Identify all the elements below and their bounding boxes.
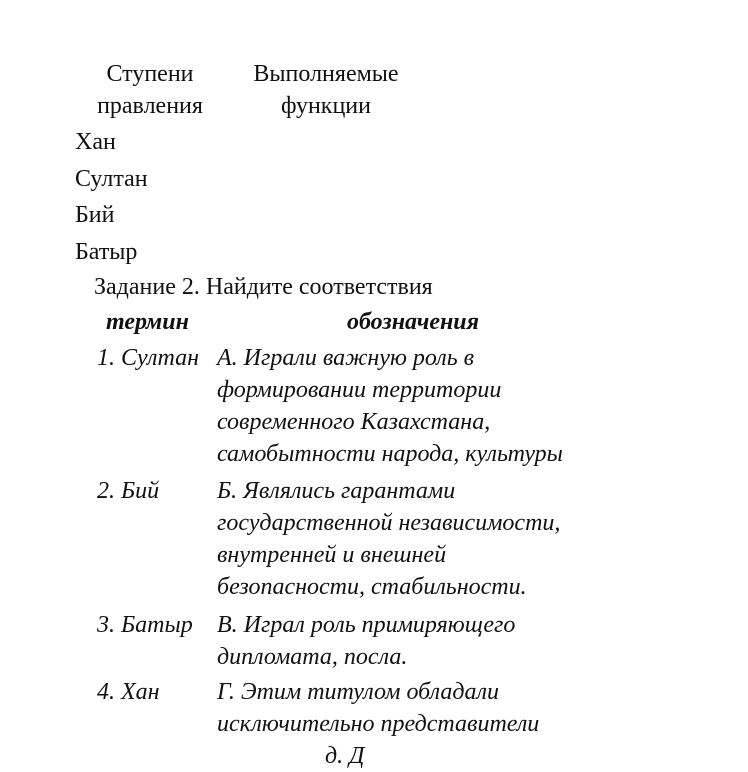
table1-header-functions	[240, 58, 412, 122]
task2-definition-a	[217, 342, 563, 470]
task2-definition-a-line: формировании территории	[217, 377, 502, 403]
table1-header-ranks	[86, 58, 214, 122]
table1-rank-batyr: Батыр	[75, 239, 138, 265]
task2-definition-b-line: государственной независимости,	[217, 510, 561, 536]
table1-header-functions-line1: Выполняемые	[253, 61, 399, 87]
table1-rank-khan: Хан	[75, 129, 116, 155]
task2-definition-g	[217, 676, 539, 772]
table1-rank-sultan: Султан	[75, 166, 148, 192]
task2-term-4: 4. Хан	[97, 679, 160, 705]
task2-definition-a-line: самобытности народа, культуры	[217, 441, 563, 467]
task2-definition-v-line: В. Играл роль примиряющего	[217, 612, 516, 638]
task2-column-definition: обозначения	[347, 309, 479, 335]
task2-term-1: 1. Султан	[97, 345, 200, 371]
task2-definition-g-line: исключительно представители	[217, 711, 540, 737]
table1-header-ranks-line1: Ступени	[106, 61, 194, 87]
task2-definition-a-line: А. Играли важную роль в	[217, 345, 475, 371]
task2-definition-b-line: безопасности, стабильности.	[217, 574, 527, 600]
table1-header-ranks-line2: правления	[97, 93, 203, 119]
task2-column-term: термин	[106, 309, 189, 335]
table1-header-functions-line2: функции	[281, 93, 371, 119]
task2-term-3: 3. Батыр	[97, 612, 193, 638]
task2-definition-a-line: современного Казахстана,	[217, 409, 491, 435]
task2-definition-b-line: Б. Являлись гарантами	[217, 478, 456, 504]
task2-definition-g-line: Г. Этим титулом обладали	[217, 679, 499, 705]
task2-title: Задание 2. Найдите соответствия	[94, 274, 433, 300]
task2-definition-b	[217, 475, 560, 603]
task2-definition-b-line: внутренней и внешней	[217, 542, 447, 568]
task2-definition-v-line: дипломата, посла.	[217, 644, 408, 670]
task2-definition-g-line: д. Д	[217, 743, 365, 769]
table1-rank-biy: Бий	[75, 202, 115, 228]
task2-definition-v	[217, 609, 515, 673]
task2-term-2: 2. Бий	[97, 478, 160, 504]
